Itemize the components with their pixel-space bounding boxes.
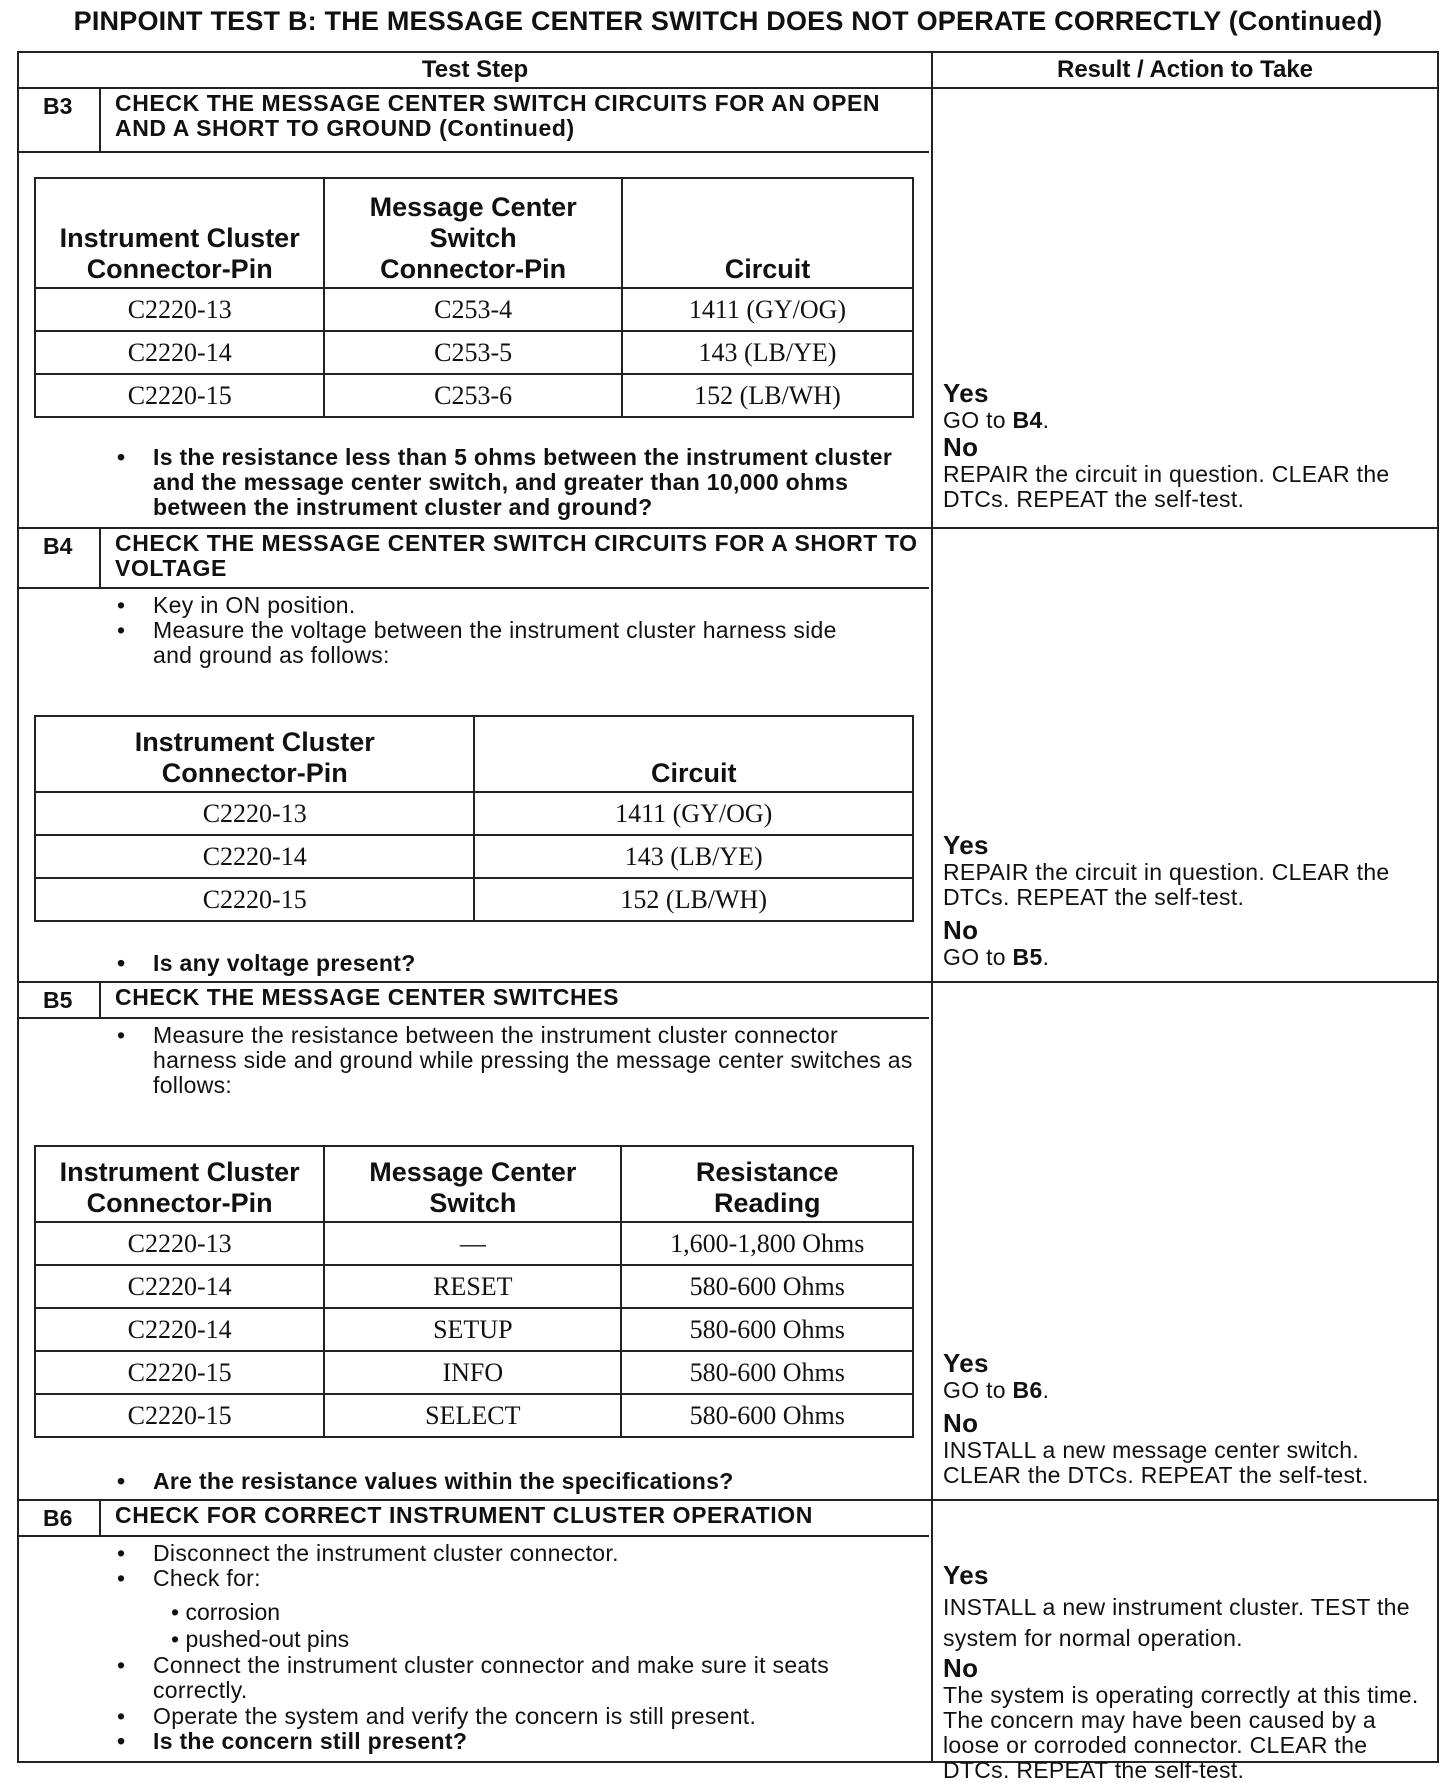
table-cell: SELECT <box>324 1394 621 1437</box>
question-text: Are the resistance values within the specifications? <box>153 1468 734 1494</box>
bullet-text: Key in ON position. <box>153 592 356 618</box>
bullet-dot: • <box>117 592 126 618</box>
table-cell: 580-600 Ohms <box>621 1351 913 1394</box>
pinpoint-test-table <box>17 51 1439 1783</box>
b6-bullet <box>117 1565 913 1591</box>
column-header: Message Center Switch <box>324 1146 621 1222</box>
step-id: B3 <box>19 89 101 151</box>
table-cell: C2220-14 <box>35 1265 324 1308</box>
divider <box>19 1017 929 1019</box>
table-cell: 143 (LB/YE) <box>622 331 913 374</box>
table-cell: 580-600 Ohms <box>621 1394 913 1437</box>
table-row <box>35 1351 913 1394</box>
b4-question <box>117 950 913 976</box>
step-b5-header <box>19 983 931 1017</box>
step-b4-header <box>19 529 931 587</box>
step-title: CHECK THE MESSAGE CENTER SWITCH CIRCUITS FOR A SHORT TO VOLTAGE <box>115 530 918 581</box>
step-b6-header <box>19 1501 931 1535</box>
result-header: Result / Action to Take <box>1056 56 1314 83</box>
table-cell: C2220-13 <box>35 288 324 331</box>
bullet-text: Measure the voltage between the instrument cluster harness side and ground as follows: <box>153 617 837 668</box>
table-cell: C2220-15 <box>35 1351 324 1394</box>
yes-label: Yes <box>943 1348 989 1378</box>
table-cell: C2220-14 <box>35 1308 324 1351</box>
step-b3-header <box>19 89 931 151</box>
table-cell: C2220-13 <box>35 792 474 835</box>
table-cell: 580-600 Ohms <box>621 1265 913 1308</box>
bullet-text: Operate the system and verify the concern is still present. <box>153 1703 757 1729</box>
table-cell: SETUP <box>324 1308 621 1351</box>
no-action: The system is operating correctly at this time. The concern may have been caused by a loose or corroded connector. CLEAR the DTCs. REPEAT the self-test. <box>943 1682 1419 1783</box>
bullet-dot: • <box>117 1022 126 1048</box>
bullet-dot: • <box>117 444 126 470</box>
table-cell: 1,600-1,800 Ohms <box>621 1222 913 1265</box>
table-cell: 580-600 Ohms <box>621 1308 913 1351</box>
b6-bullet <box>117 1652 913 1703</box>
table-row <box>35 331 913 374</box>
b5-bullet <box>117 1022 913 1098</box>
question-text: Is any voltage present? <box>153 950 416 976</box>
divider <box>19 151 929 153</box>
table-cell: INFO <box>324 1351 621 1394</box>
bullet-dot: • <box>117 1468 126 1494</box>
bullet-text: Measure the resistance between the instrument cluster connector harness side and ground while pressing the message center switches as follows: <box>153 1022 913 1098</box>
b6-subitem: • corrosion <box>171 1599 281 1625</box>
bullet-dot: • <box>117 617 126 643</box>
b3-pin-table <box>34 177 914 418</box>
table-cell: C2220-15 <box>35 878 474 921</box>
table-row <box>35 374 913 417</box>
table-cell: 1411 (GY/OG) <box>474 792 913 835</box>
column-header: Instrument Cluster Connector-Pin <box>35 1146 324 1222</box>
step-title: CHECK THE MESSAGE CENTER SWITCHES <box>115 984 620 1010</box>
b6-subitem: • pushed-out pins <box>171 1626 350 1652</box>
table-cell: C253-5 <box>324 331 622 374</box>
column-header: Instrument Cluster Connector-Pin <box>35 178 324 288</box>
table-row <box>35 1265 913 1308</box>
yes-label: Yes <box>943 1560 989 1590</box>
table-cell: 152 (LB/WH) <box>474 878 913 921</box>
bullet-dot: • <box>117 1540 126 1566</box>
no-label: No <box>943 1653 979 1683</box>
yes-label: Yes <box>943 830 989 860</box>
bullet-text: Disconnect the instrument cluster connector. <box>153 1540 619 1566</box>
test-step-header: Test Step <box>421 56 529 83</box>
no-label: No <box>943 432 979 462</box>
yes-label: Yes <box>943 378 989 408</box>
table-cell: C2220-15 <box>35 374 324 417</box>
question-text: Is the resistance less than 5 ohms between the instrument cluster and the message center switch, and greater than 10,000 ohms between the instrument cluster and ground? <box>153 444 893 520</box>
b6-question <box>117 1728 913 1754</box>
no-action: GO to B5. <box>943 944 1050 970</box>
step-title: CHECK THE MESSAGE CENTER SWITCH CIRCUITS FOR AN OPEN AND A SHORT TO GROUND (Continued) <box>115 90 881 141</box>
table-row <box>35 878 913 921</box>
b5-result <box>943 1349 1437 1488</box>
page-title: PINPOINT TEST B: THE MESSAGE CENTER SWITCH DOES NOT OPERATE CORRECTLY (Continued) <box>73 6 1383 36</box>
b3-question <box>117 444 913 520</box>
table-cell: C2220-14 <box>35 835 474 878</box>
table-row <box>35 1308 913 1351</box>
table-cell: 143 (LB/YE) <box>474 835 913 878</box>
bullet-dot: • <box>117 1703 126 1729</box>
column-header: Message Center Switch Connector-Pin <box>324 178 622 288</box>
table-cell: — <box>324 1222 621 1265</box>
yes-action: REPAIR the circuit in question. CLEAR the DTCs. REPEAT the self-test. <box>943 859 1390 910</box>
table-cell: RESET <box>324 1265 621 1308</box>
bullet-text: Connect the instrument cluster connector and make sure it seats correctly. <box>153 1652 830 1703</box>
bullet-dot: • <box>117 1652 126 1678</box>
b6-bullet <box>117 1703 913 1729</box>
step-id: B4 <box>19 529 101 587</box>
table-cell: C253-4 <box>324 288 622 331</box>
bullet-dot: • <box>117 1565 126 1591</box>
divider <box>19 587 929 589</box>
b3-result <box>943 379 1437 512</box>
table-cell: C2220-14 <box>35 331 324 374</box>
no-action: INSTALL a new message center switch. CLEAR the DTCs. REPEAT the self-test. <box>943 1437 1369 1488</box>
column-header: Circuit <box>622 178 913 288</box>
no-label: No <box>943 1408 979 1438</box>
bullet-dot: • <box>117 950 126 976</box>
column-divider <box>931 53 933 1761</box>
table-row <box>35 1222 913 1265</box>
step-id: B6 <box>19 1501 101 1535</box>
table-cell: C2220-13 <box>35 1222 324 1265</box>
table-row <box>35 835 913 878</box>
b6-result <box>943 1561 1437 1783</box>
b4-bullet <box>117 617 853 668</box>
yes-action: INSTALL a new instrument cluster. TEST the system for normal operation. <box>943 1594 1410 1651</box>
table-row <box>35 1394 913 1437</box>
b5-question <box>117 1468 913 1494</box>
table-cell: C253-6 <box>324 374 622 417</box>
step-id: B5 <box>19 983 101 1017</box>
b4-pin-table <box>34 715 914 922</box>
column-header: Circuit <box>474 716 913 792</box>
b4-bullet <box>117 592 913 618</box>
bullet-text: Check for: <box>153 1565 261 1591</box>
table-row <box>35 792 913 835</box>
question-text: Is the concern still present? <box>153 1728 468 1754</box>
yes-action: GO to B6. <box>943 1377 1050 1403</box>
column-header: Resistance Reading <box>621 1146 913 1222</box>
bullet-dot: • <box>117 1728 126 1754</box>
divider <box>19 1535 929 1537</box>
step-title: CHECK FOR CORRECT INSTRUMENT CLUSTER OPERATION <box>115 1502 814 1528</box>
table-cell: C2220-15 <box>35 1394 324 1437</box>
b6-bullet <box>117 1540 913 1566</box>
b5-pin-table <box>34 1145 914 1438</box>
no-action: REPAIR the circuit in question. CLEAR the DTCs. REPEAT the self-test. <box>943 461 1390 512</box>
yes-action: GO to B4. <box>943 407 1050 433</box>
no-label: No <box>943 915 979 945</box>
column-header: Instrument Cluster Connector-Pin <box>35 716 474 792</box>
table-cell: 152 (LB/WH) <box>622 374 913 417</box>
table-row <box>35 288 913 331</box>
b4-result <box>943 831 1437 970</box>
table-cell: 1411 (GY/OG) <box>622 288 913 331</box>
